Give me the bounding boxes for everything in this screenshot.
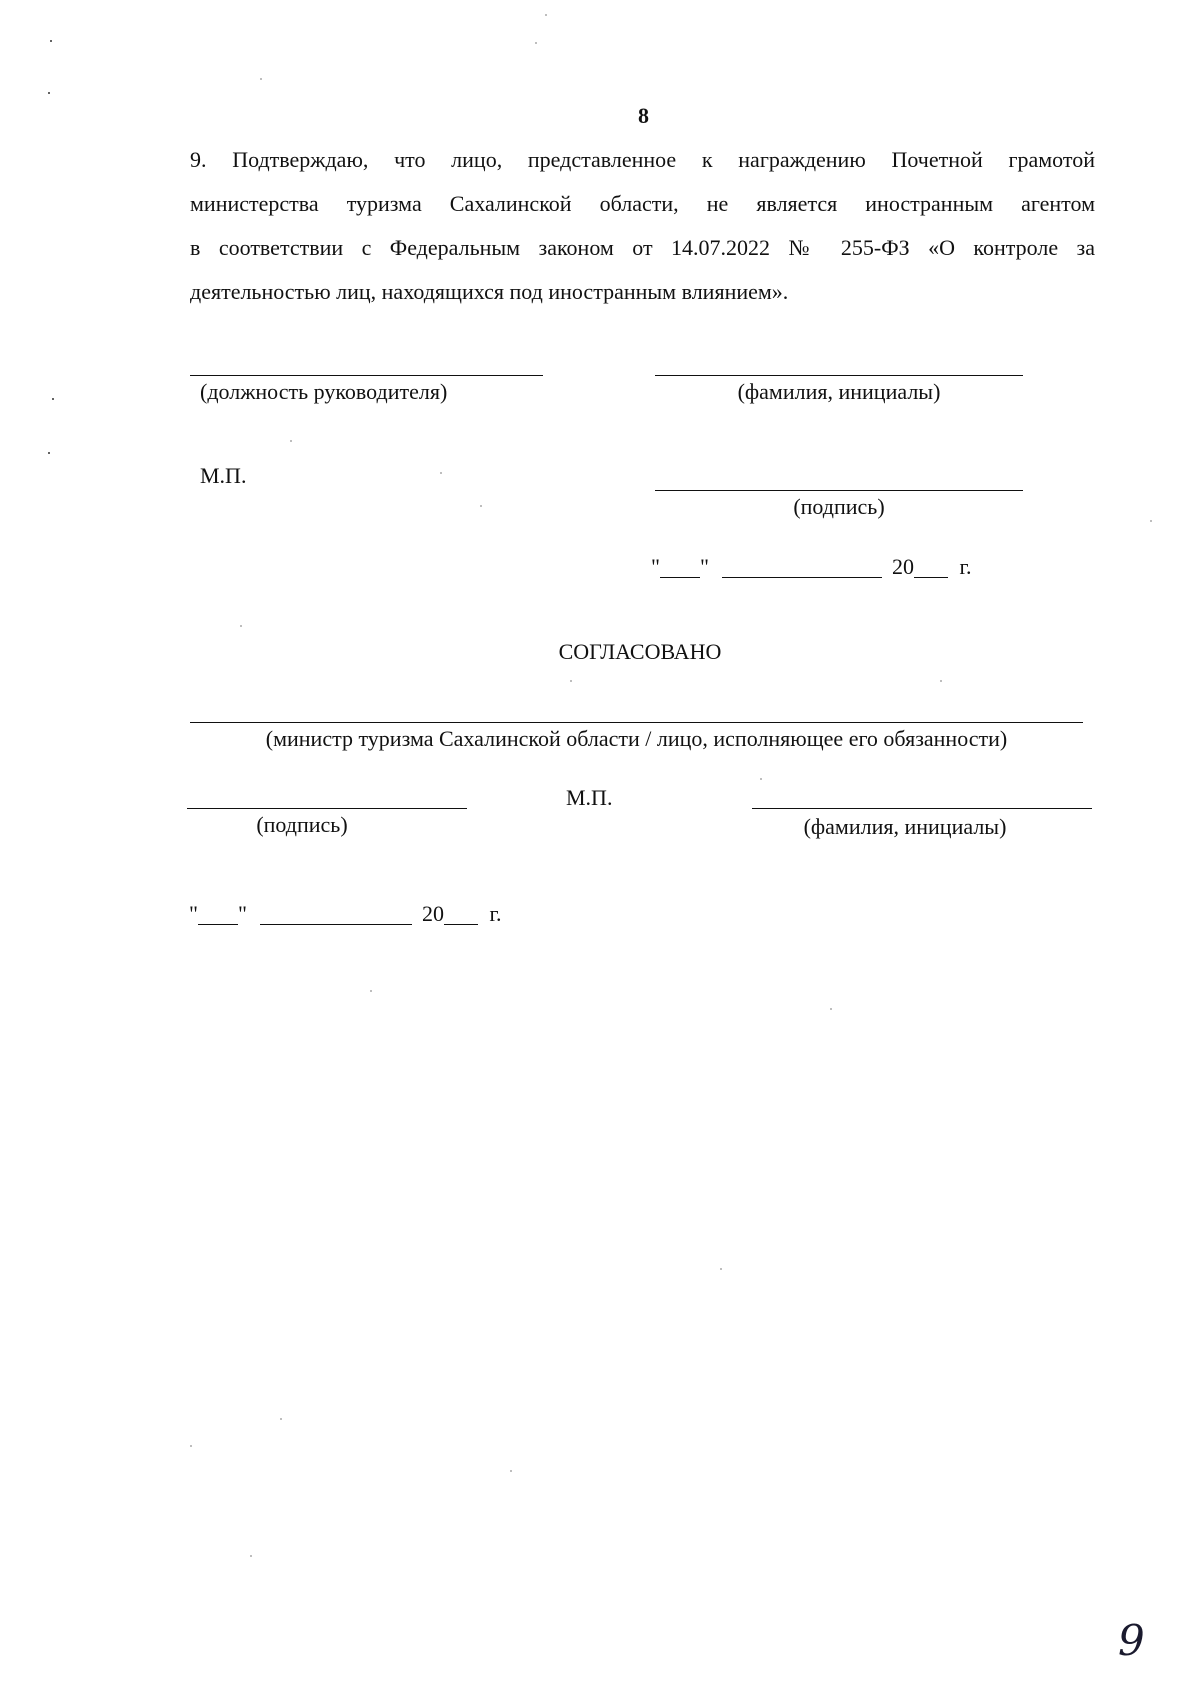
year-suffix: г. <box>959 554 972 579</box>
date-field <box>651 556 972 578</box>
approval-signature-line <box>187 808 467 809</box>
day-blank <box>198 906 238 925</box>
approval-stamp-label: М.П. <box>566 785 613 810</box>
year-suffix: г. <box>489 901 502 926</box>
quote-open: " <box>189 901 198 926</box>
name-line <box>655 375 1023 376</box>
approval-heading: СОГЛАСОВАНО <box>558 639 722 664</box>
paragraph-line: деятельностью лиц, находящихся под иностранным влиянием». <box>190 279 789 304</box>
quote-open: " <box>651 554 660 579</box>
day-blank <box>660 559 700 578</box>
page-number: 8 <box>638 103 649 128</box>
confirmation-paragraph <box>190 138 1095 314</box>
approval-name-line <box>752 808 1092 809</box>
position-line <box>190 375 543 376</box>
year-prefix: 20 <box>891 554 914 579</box>
month-blank <box>722 559 882 578</box>
signature-line <box>655 490 1023 491</box>
paragraph-line: в соответствии с Федеральным законом от 14.07.2022 № 255-ФЗ «О контроле за <box>190 235 1095 260</box>
paragraph-line: министерства туризма Сахалинской области, не является иностранным агентом <box>190 191 1095 216</box>
approval-signature-label: (подпись) <box>256 812 348 837</box>
handwritten-page-number: 9 <box>1118 1616 1145 1665</box>
approval-name-label: (фамилия, инициалы) <box>803 814 1007 839</box>
stamp-label: М.П. <box>200 463 247 488</box>
year-blank <box>444 906 478 925</box>
position-label: (должность руководителя) <box>200 379 448 404</box>
month-blank <box>260 906 412 925</box>
paragraph-line: 9. Подтверждаю, что лицо, представленное к награждению Почетной грамотой <box>190 147 1095 172</box>
minister-line <box>190 722 1083 723</box>
year-blank <box>914 559 948 578</box>
quote-close: " <box>237 901 247 926</box>
quote-close: " <box>699 554 709 579</box>
year-prefix: 20 <box>421 901 444 926</box>
minister-label: (министр туризма Сахалинской области / лицо, исполняющее его обязанности) <box>265 726 1008 751</box>
approval-date-field <box>189 903 502 925</box>
name-label: (фамилия, инициалы) <box>737 379 941 404</box>
signature-label: (подпись) <box>793 494 885 519</box>
